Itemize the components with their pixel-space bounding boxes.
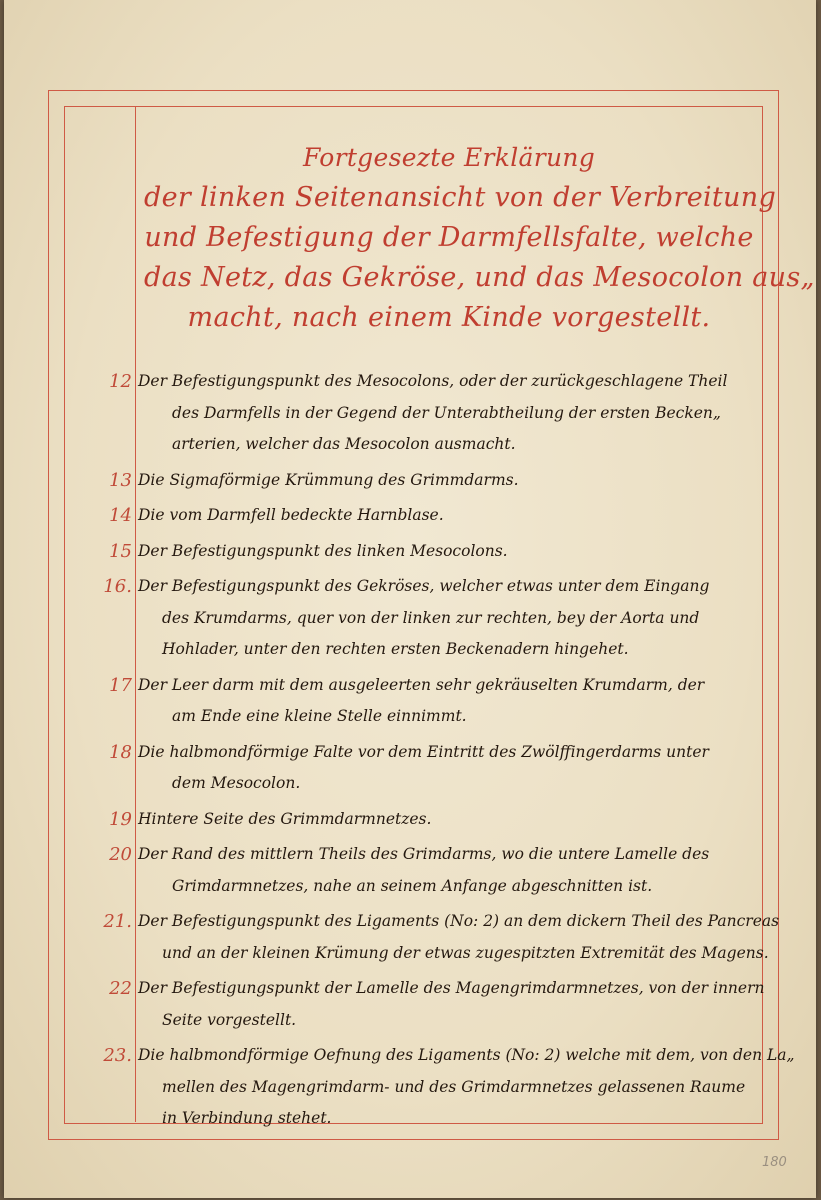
entry-line: Der Befestigungspunkt des Mesocolons, oder der zurückgeschlagene Theil — [138, 372, 728, 390]
entry-23 — [92, 1040, 795, 1135]
entry-line: Die vom Darmfell bedeckte Harnblase. — [138, 506, 444, 524]
entry-line: Der Befestigungspunkt des linken Mesocolons. — [138, 541, 508, 560]
title-line: der linken Seitenansicht von der Verbreitung — [144, 182, 777, 213]
entry-line: Hohlader, unter den rechten ersten Beckenadern hingehet. — [162, 640, 629, 658]
entry-number: 16. — [103, 576, 132, 597]
entry-line: des Krumdarms, quer von der linken zur rechten, bey der Aorta und — [162, 608, 700, 627]
title-line: das Netz, das Gekröse, und das Mesocolon aus„ — [144, 262, 815, 293]
entry-number: 15 — [109, 540, 132, 562]
entry-line: in Verbindung stehet. — [162, 1109, 332, 1127]
entry-line: Der Rand des mittlern Theils des Grimdarms, wo die untere Lamelle des — [138, 845, 710, 863]
entry-line: Der Befestigungspunkt der Lamelle des Magengrimdarmnetzes, von der innern — [138, 979, 765, 997]
entry-13 — [92, 465, 762, 497]
entry-number: 17 — [109, 674, 132, 696]
entry-list — [92, 366, 795, 1139]
entry-18 — [92, 737, 762, 800]
entry-line: Hintere Seite des Grimmdarmnetzes. — [138, 809, 432, 828]
entry-line: arterien, welcher das Mesocolon ausmacht. — [172, 435, 516, 453]
entry-number: 12 — [109, 371, 132, 392]
entry-line: Die halbmondförmige Falte vor dem Eintritt des Zwölffingerdarms unter — [138, 742, 709, 761]
entry-line: Grimdarmnetzes, nahe an seinem Anfange abgeschnitten ist. — [172, 876, 653, 895]
entry-14 — [92, 500, 762, 532]
entry-number: 13 — [109, 469, 132, 491]
entry-line: Der Befestigungspunkt des Ligaments (No: 2) an dem dickern Theil des Pancreas — [138, 912, 780, 930]
entry-number: 21. — [103, 911, 132, 932]
entry-number: 18 — [109, 741, 132, 763]
title-line: Fortgesezte Erklärung — [302, 143, 596, 172]
entry-line: Die halbmondförmige Oefnung des Ligaments (No: 2) welche mit dem, von den La„ — [138, 1046, 795, 1064]
title-line: und Befestigung der Darmfellsfalte, welche — [144, 222, 754, 253]
page-title — [144, 138, 815, 338]
entry-line: Seite vorgestellt. — [162, 1010, 297, 1029]
entry-line: und an der kleinen Krümung der etwas zugespitzten Extremität des Magens. — [162, 943, 769, 962]
title-line: macht, nach einem Kinde vorgestellt. — [187, 302, 711, 333]
entry-21 — [92, 906, 780, 969]
entry-19 — [92, 804, 762, 836]
entry-number: 14 — [109, 505, 132, 526]
entry-line: mellen des Magengrimdarm- und des Grimdarmnetzes gelassenen Raume — [162, 1077, 746, 1096]
entry-number: 20 — [109, 844, 132, 865]
entry-number: 23. — [103, 1045, 132, 1066]
entry-line: Die Sigmaförmige Krümmung des Grimmdarms. — [138, 470, 519, 489]
entry-line: Der Befestigungspunkt des Gekröses, welcher etwas unter dem Eingang — [138, 577, 710, 595]
entry-line: dem Mesocolon. — [172, 774, 301, 792]
entry-line: des Darmfells in der Gegend der Unterabtheilung der ersten Becken„ — [172, 403, 721, 422]
entry-line: am Ende eine kleine Stelle einnimmt. — [172, 707, 467, 725]
entry-22 — [92, 973, 765, 1036]
entry-12 — [92, 366, 762, 461]
entry-number: 22 — [109, 978, 132, 999]
entry-17 — [92, 670, 762, 733]
manuscript-page — [4, 0, 816, 1198]
folio-number: 180 — [762, 1155, 787, 1170]
entry-15 — [92, 536, 762, 568]
entry-line: Der Leer darm mit dem ausgeleerten sehr gekräuselten Krumdarm, der — [138, 675, 705, 694]
entry-20 — [92, 839, 762, 902]
entry-number: 19 — [109, 808, 132, 830]
entry-16 — [92, 571, 762, 666]
